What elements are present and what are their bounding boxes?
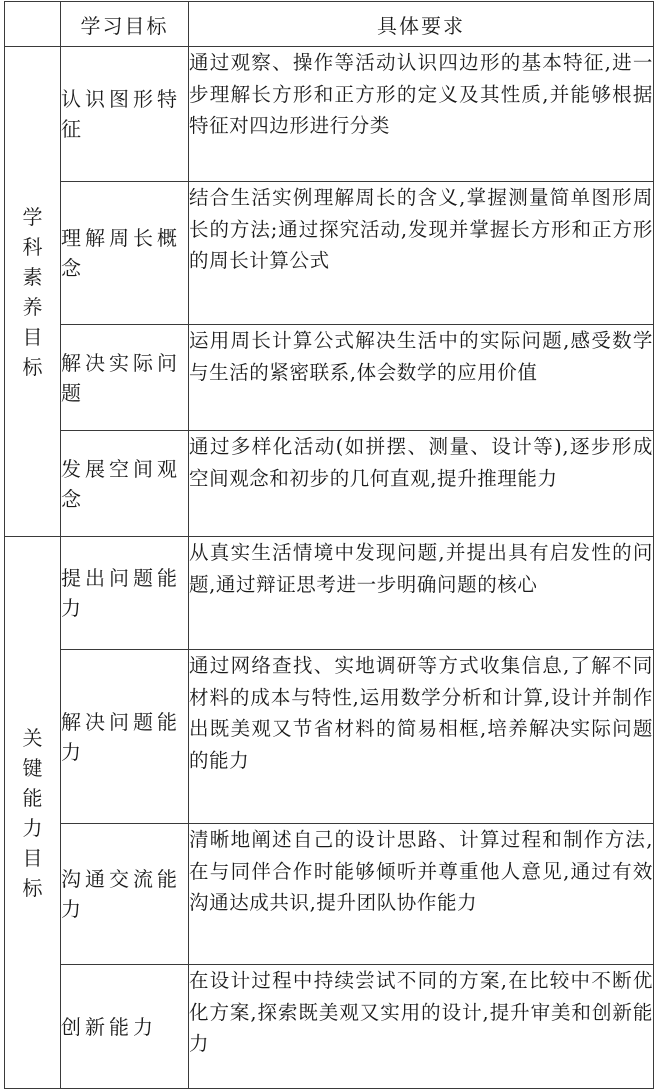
header-blank <box>5 2 61 47</box>
goal-cell: 创新能力 <box>61 965 189 1089</box>
table-row <box>5 325 654 431</box>
table-row <box>5 47 654 182</box>
table-row <box>5 824 654 965</box>
table-row <box>5 182 654 325</box>
goal-cell: 理解周长概念 <box>61 182 189 325</box>
header-requirement: 具体要求 <box>189 2 654 47</box>
table-row <box>5 965 654 1089</box>
table-row <box>5 650 654 824</box>
requirement-cell: 通过观察、操作等活动认识四边形的基本特征,进一步理解长方形和正方形的定义及其性质,并能够根据特征对四边形进行分类 <box>189 47 654 182</box>
requirement-cell: 清晰地阐述自己的设计思路、计算过程和制作方法,在与同伴合作时能够倾听并尊重他人意见,通过有效沟通达成共识,提升团队协作能力 <box>189 824 654 965</box>
requirement-cell: 在设计过程中持续尝试不同的方案,在比较中不断优化方案,探索既美观又实用的设计,提升审美和创新能力 <box>189 965 654 1089</box>
category-label: 关键能力目标 <box>22 725 43 900</box>
goal-cell: 提出问题能力 <box>61 537 189 650</box>
requirements-table <box>4 1 654 1089</box>
requirement-cell: 通过网络查找、实地调研等方式收集信息,了解不同材料的成本与特性,运用数学分析和计算,设计并制作出既美观又节省材料的简易相框,培养解决实际问题的能力 <box>189 650 654 824</box>
category-cell <box>5 537 61 1089</box>
requirement-cell: 从真实生活情境中发现问题,并提出具有启发性的问题,通过辩证思考进一步明确问题的核心 <box>189 537 654 650</box>
table-row <box>5 537 654 650</box>
goal-cell: 沟通交流能力 <box>61 824 189 965</box>
goal-cell: 发展空间观念 <box>61 431 189 537</box>
category-cell <box>5 47 61 537</box>
goal-cell: 解决实际问题 <box>61 325 189 431</box>
requirement-cell: 结合生活实例理解周长的含义,掌握测量简单图形周长的方法;通过探究活动,发现并掌握长方形和正方形的周长计算公式 <box>189 182 654 325</box>
header-row <box>5 2 654 47</box>
table-row <box>5 431 654 537</box>
goal-cell: 认识图形特征 <box>61 47 189 182</box>
requirement-cell: 运用周长计算公式解决生活中的实际问题,感受数学与生活的紧密联系,体会数学的应用价值 <box>189 325 654 431</box>
goal-cell: 解决问题能力 <box>61 650 189 824</box>
requirement-cell: 通过多样化活动(如拼摆、测量、设计等),逐步形成空间观念和初步的几何直观,提升推理能力 <box>189 431 654 537</box>
header-goal: 学习目标 <box>61 2 189 47</box>
category-label: 学科素养目标 <box>22 204 43 379</box>
